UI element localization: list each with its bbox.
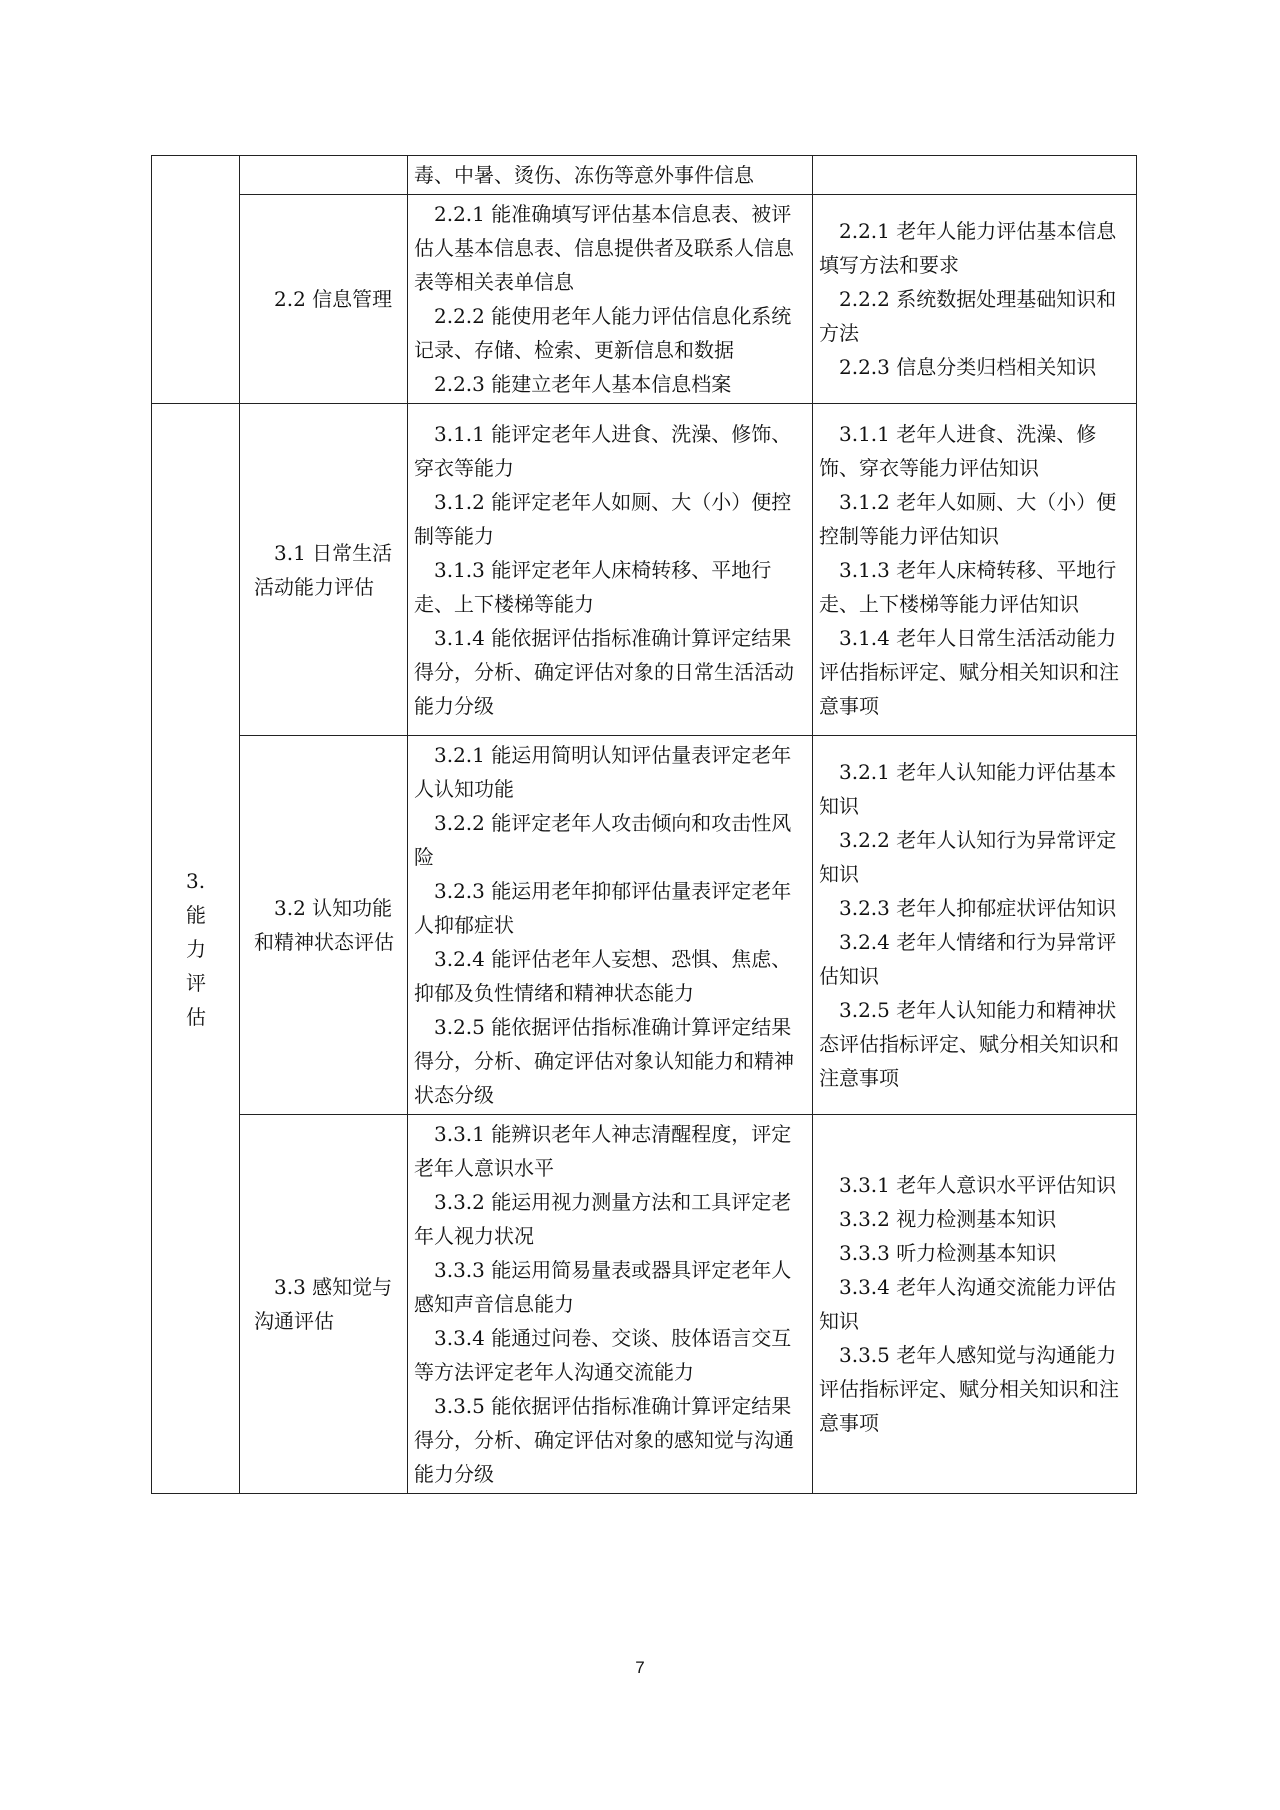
skill-cell: [408, 1115, 813, 1494]
knowledge-line: 2.2.2 系统数据处理基础知识和方法: [819, 287, 1117, 345]
skill-line: 3.3.1 能辨识老年人神志清醒程度，评定老年人意识水平: [414, 1122, 792, 1180]
table-row: [152, 156, 1137, 195]
knowledge-cell: [813, 404, 1137, 736]
unit-cell-empty: [240, 156, 408, 195]
chapter-char: 能: [186, 902, 206, 927]
knowledge-cell: [813, 736, 1137, 1115]
knowledge-line: 3.1.4 老年人日常生活活动能力评估指标评定、赋分相关知识和注意事项: [819, 625, 1119, 718]
knowledge-line: 3.3.5 老年人感知觉与沟通能力评估指标评定、赋分相关知识和注意事项: [819, 1343, 1119, 1435]
knowledge-line: 3.2.5 老年人认知能力和精神状态评估指标评定、赋分相关知识和注意事项: [819, 998, 1119, 1090]
skill-line: 3.3.2 能运用视力测量方法和工具评定老年人视力状况: [414, 1190, 792, 1248]
chapter-char: 评: [186, 970, 206, 995]
skill-cell: [408, 736, 813, 1115]
skill-line: 3.2.3 能运用老年抑郁评估量表评定老年人抑郁症状: [414, 879, 792, 937]
knowledge-line: 3.3.4 老年人沟通交流能力评估知识: [819, 1275, 1117, 1333]
chapter-cell: [152, 404, 240, 1494]
chapter-number: 3.: [186, 868, 206, 893]
knowledge-line: 3.2.1 老年人认知能力评估基本知识: [819, 760, 1117, 818]
skill-line: 3.1.4 能依据评估指标准确计算评定结果得分，分析、确定评估对象的日常生活活动能力分级: [414, 625, 794, 718]
skill-line: 2.2.3 能建立老年人基本信息档案: [434, 372, 732, 396]
unit-cell: [240, 1115, 408, 1494]
knowledge-line: 3.1.1 老年人进食、洗澡、修饰、穿衣等能力评估知识: [819, 421, 1097, 480]
table-row: [152, 736, 1137, 1115]
skill-cell: [408, 404, 813, 736]
chapter-char: 力: [186, 936, 206, 961]
knowledge-cell: [813, 1115, 1137, 1494]
knowledge-line: 3.3.2 视力检测基本知识: [839, 1207, 1057, 1231]
table-row: [152, 404, 1137, 736]
table-row: [152, 1115, 1137, 1494]
chapter-cell-empty: [152, 156, 240, 404]
skill-line: 3.3.3 能运用简易量表或器具评定老年人感知声音信息能力: [414, 1258, 792, 1316]
skill-line: 3.1.2 能评定老年人如厕、大（小）便控制等能力: [414, 489, 792, 548]
chapter-char: 估: [186, 1004, 206, 1029]
skill-line: 3.1.1 能评定老年人进食、洗澡、修饰、穿衣等能力: [414, 421, 792, 480]
page-number: 7: [635, 1658, 645, 1677]
unit-cell: [240, 736, 408, 1115]
unit-cell: [240, 404, 408, 736]
skill-cell: [408, 195, 813, 404]
unit-label: 3.3 感知觉与沟通评估: [254, 1275, 393, 1333]
unit-label: 3.2 认知功能和精神状态评估: [254, 896, 394, 954]
knowledge-line: 3.1.3 老年人床椅转移、平地行走、上下楼梯等能力评估知识: [819, 557, 1117, 616]
knowledge-line: 3.2.2 老年人认知行为异常评定知识: [819, 828, 1117, 886]
skill-line: 3.2.5 能依据评估指标准确计算评定结果得分，分析、确定评估对象认知能力和精神状态分级: [414, 1015, 794, 1107]
skill-line: 3.3.5 能依据评估指标准确计算评定结果得分，分析、确定评估对象的感知觉与沟通能力分级: [414, 1394, 794, 1486]
knowledge-line: 3.3.3 听力检测基本知识: [839, 1241, 1057, 1265]
unit-label: 3.1 日常生活活动能力评估: [254, 540, 393, 599]
skill-line: 3.2.1 能运用简明认知评估量表评定老年人认知功能: [414, 743, 792, 801]
knowledge-line: 3.2.3 老年人抑郁症状评估知识: [839, 896, 1117, 920]
table-row: [152, 195, 1137, 404]
knowledge-line: 3.1.2 老年人如厕、大（小）便控制等能力评估知识: [819, 489, 1117, 548]
unit-cell: [240, 195, 408, 404]
skill-cell: [408, 156, 813, 195]
skill-line: 3.2.4 能评估老年人妄想、恐惧、焦虑、抑郁及负性情绪和精神状态能力: [414, 947, 792, 1005]
knowledge-cell: [813, 156, 1137, 195]
knowledge-line: 2.2.1 老年人能力评估基本信息填写方法和要求: [819, 219, 1117, 277]
unit-label: 2.2 信息管理: [274, 287, 393, 311]
knowledge-cell: [813, 195, 1137, 404]
knowledge-line: 3.2.4 老年人情绪和行为异常评估知识: [819, 930, 1117, 988]
skill-line: 3.1.3 能评定老年人床椅转移、平地行走、上下楼梯等能力: [414, 557, 772, 616]
skill-line: 3.3.4 能通过问卷、交谈、肢体语言交互等方法评定老年人沟通交流能力: [414, 1326, 792, 1384]
skill-line: 2.2.2 能使用老年人能力评估信息化系统记录、存储、检索、更新信息和数据: [414, 304, 792, 362]
knowledge-line: 2.2.3 信息分类归档相关知识: [839, 355, 1097, 379]
skill-line: 2.2.1 能准确填写评估基本信息表、被评估人基本信息表、信息提供者及联系人信息表等相关表单信息: [414, 202, 794, 294]
knowledge-line: 3.3.1 老年人意识水平评估知识: [839, 1173, 1117, 1197]
skill-line: 3.2.2 能评定老年人攻击倾向和攻击性风险: [414, 811, 792, 869]
standard-table: [151, 155, 1137, 1494]
skill-line: 毒、中暑、烫伤、冻伤等意外事件信息: [414, 163, 754, 187]
